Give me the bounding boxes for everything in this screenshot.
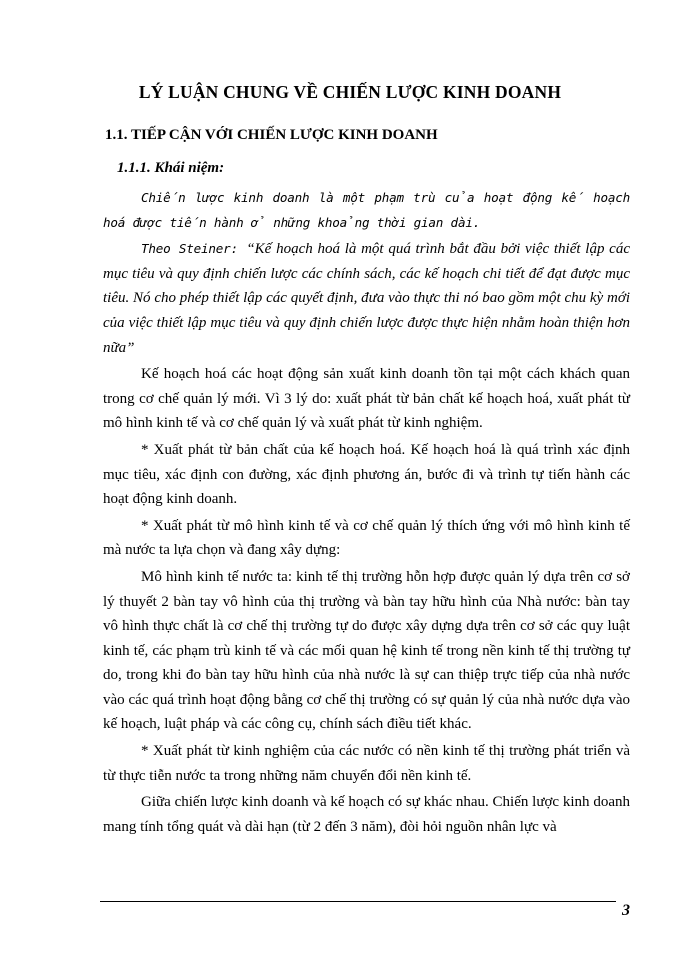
- paragraph-economic-model-detail: Mô hình kinh tế nước ta: kinh tế thị trường hỗn hợp được quản lý dựa trên cơ sở lý thuyết 2 bàn tay vô hình của thị trường và bàn tay hữu hình của Nhà nước: bàn tay vô hình thực chất là cơ chế thị trường tự do được xây dựng dựa trên cơ sở các quy luật kinh tế, các phạm trù kinh tế và các mối quan hệ kinh tế trong nền kinh tế thị trường tự do, trong khi đo bàn tay hữu hình của nhà nước là sự can thiệp trực tiếp của nhà nước vào các quá trình hoạt động bằng cơ chế thị trường có sự quản lý của nhà nước dựa vào kế hoạch, luật pháp và các công cụ, chính sách điều tiết khác.: [103, 568, 630, 733]
- paragraph-planning-reasons: Kế hoạch hoá các hoạt động sản xuất kinh doanh tồn tại một cách khách quan trong cơ chế quản lý mới. Vì 3 lý do: xuất phát từ bản chất kế hoạch hoá, xuất phát từ mô hình kinh tế và cơ chế quản lý và xuất phát từ kinh nghiệm.: [103, 366, 630, 432]
- page-title: LÝ LUẬN CHUNG VỀ CHIẾN LƯỢC KINH DOANH: [138, 82, 562, 102]
- paragraph-reason-experience: * Xuất phát từ kinh nghiệm của các nước có nền kinh tế thị trường phát triển và từ thực tiễn nước ta trong những năm chuyển đổi nền kinh tế.: [103, 743, 630, 784]
- footer-rule: [100, 901, 616, 902]
- paragraph-definition: Chiến lược kinh doanh là một phạm trù của hoạt động kế hoạch hoá được tiến hành ở những khoảng thời gian dài.: [103, 190, 630, 230]
- body-text: [103, 186, 630, 841]
- paragraph-reason-economic-model: * Xuất phát từ mô hình kinh tế và cơ chế quản lý thích ứng với mô hình kinh tế mà nước ta lựa chọn và đang xây dựng:: [103, 517, 630, 559]
- paragraph-steiner-quote: [103, 237, 630, 360]
- steiner-quote: “Kế hoạch hoá là một quá trình bắt đầu bởi việc thiết lập các mục tiêu và quy định chiến lược các chính sách, các kế hoạch chi tiết để đạt được mục tiêu. Nó cho phép thiết lập các quyết định, đưa vào thực thi nó bao gồm một chu kỳ mới của việc thiết lập mục tiêu và quy định chiến lược được thực hiện nhằm hoàn thiện hơn nữa”: [103, 241, 630, 356]
- paragraph-strategy-vs-plan: Giữa chiến lược kinh doanh và kế hoạch có sự khác nhau. Chiến lược kinh doanh mang tính tổng quát và dài hạn (từ 2 đến 3 năm), đòi hỏi nguồn nhân lực và: [103, 794, 630, 835]
- steiner-attribution: Theo Steiner:: [141, 241, 247, 257]
- subsection-heading: 1.1.1. Khái niệm:: [117, 160, 225, 176]
- paragraph-reason-nature: * Xuất phát từ bản chất của kế hoạch hoá. Kế hoạch hoá là quá trình xác định mục tiêu, xác định con đường, xác định phương án, bước đi và trình tự tiến hành các hoạt động kinh doanh.: [103, 441, 630, 508]
- page-number: 3: [622, 902, 630, 919]
- section-heading: 1.1. TIẾP CẬN VỚI CHIẾN LƯỢC KINH DOANH: [105, 127, 438, 143]
